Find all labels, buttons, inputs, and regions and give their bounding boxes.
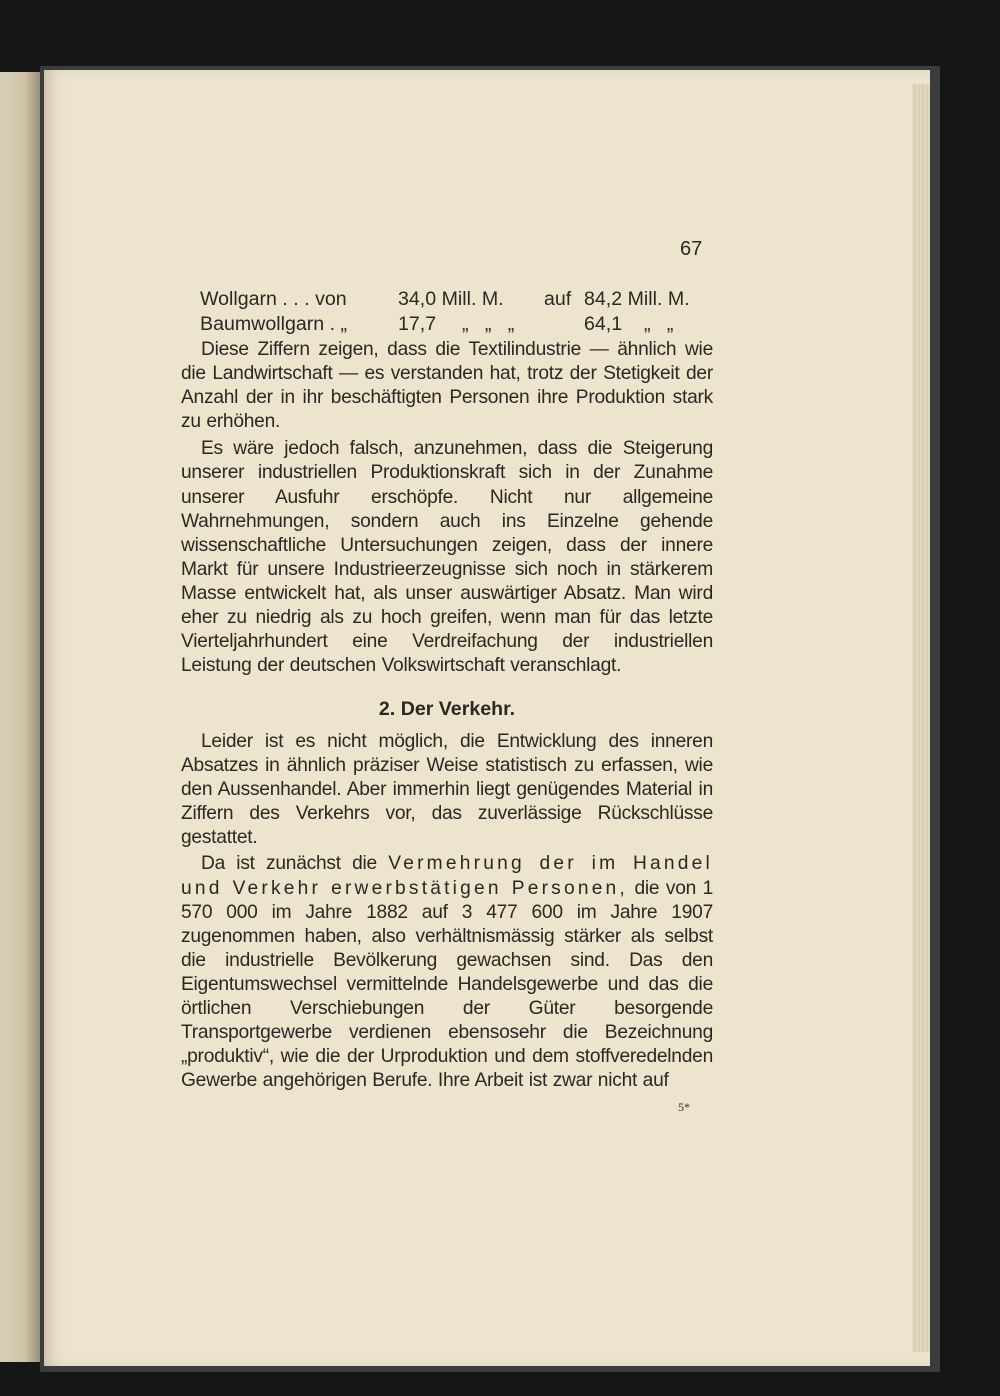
paragraph-lead: Da ist zunächst die	[201, 853, 377, 875]
page-stack-edge	[912, 84, 930, 1352]
stat-label: Baumwollgarn . „	[200, 313, 348, 335]
stat-from-value: 34,0 Mill. M.	[398, 288, 504, 310]
paragraph: Leider ist es nicht möglich, die Entwicklung des inneren Absatzes in ähnlich präziser Weise statistisch zu erfassen, wie den Aussenhandel. Aber immerhin liegt genügendes Material in Ziffern des Verkehrs vor, das zuverlässige Rückschlüsse gestattet.	[181, 731, 713, 849]
body-text-top	[181, 338, 713, 678]
stat-to-value: 84,2 Mill. M.	[584, 288, 690, 310]
stat-row-wollgarn	[200, 288, 690, 312]
paragraph	[181, 852, 713, 1093]
page-number: 67	[680, 238, 703, 260]
body-text-bottom	[181, 730, 713, 1093]
section-heading: 2. Der Verkehr.	[378, 698, 516, 720]
spaced-emphasis: Vermehrung der im Handel und Verkehr erwerbstätigen Personen,	[181, 853, 713, 899]
stat-row-baumwollgarn	[200, 313, 674, 337]
stat-from-value: 17,7	[398, 313, 437, 335]
stat-ditto-marks: „ „	[644, 313, 674, 335]
signature-mark: 5*	[678, 1100, 690, 1114]
stat-to-word: auf	[544, 288, 572, 310]
stat-ditto-marks: „ „ „	[462, 313, 515, 335]
paragraph: Es wäre jedoch falsch, anzunehmen, dass die Steigerung unserer industriellen Produktionskraft sich in der Zunahme unserer Ausfuhr erschöpfe. Nicht nur allgemeine Wahrnehmungen, sondern auch ins Einzelne gehende wissenschaftliche Untersuchungen zeigen, dass der innere Markt für unsere Industrieerzeugnisse sich noch in stärkerem Masse entwickelt hat, als unser auswärtiger Absatz. Man wird eher zu niedrig als zu hoch greifen, wenn man für das letzte Vierteljahrhundert eine Verdreifachung der industriellen Leistung der deutschen Volkswirtschaft veranschlagt.	[181, 438, 713, 677]
left-page-edge	[0, 72, 40, 1362]
paragraph: Diese Ziffern zeigen, dass die Textilindustrie — ähnlich wie die Landwirtschaft — es verstanden hat, trotz der Stetigkeit der Anzahl der in ihr beschäftigten Personen ihre Produktion stark zu erhöhen.	[181, 339, 713, 433]
paragraph-rest: die von 1 570 000 im Jahre 1882 auf 3 477 600 im Jahre 1907 zugenommen haben, also verhältnismässig stärker als selbst die industrielle Bevölkerung gewachsen sind. Das den Eigentumswechsel vermittelnde Handelsgewerbe und das die örtlichen Verschiebungen der Güter besorgende Transportgewerbe verdienen ebensosehr die Bezeichnung „produktiv“, wie die der Urproduktion und dem stoffveredelnden Gewerbe angehörigen Berufe. Ihre Arbeit ist zwar nicht auf	[181, 877, 713, 1092]
stat-to-value: 64,1	[584, 313, 623, 335]
stat-label: Wollgarn . . . von	[200, 288, 347, 310]
